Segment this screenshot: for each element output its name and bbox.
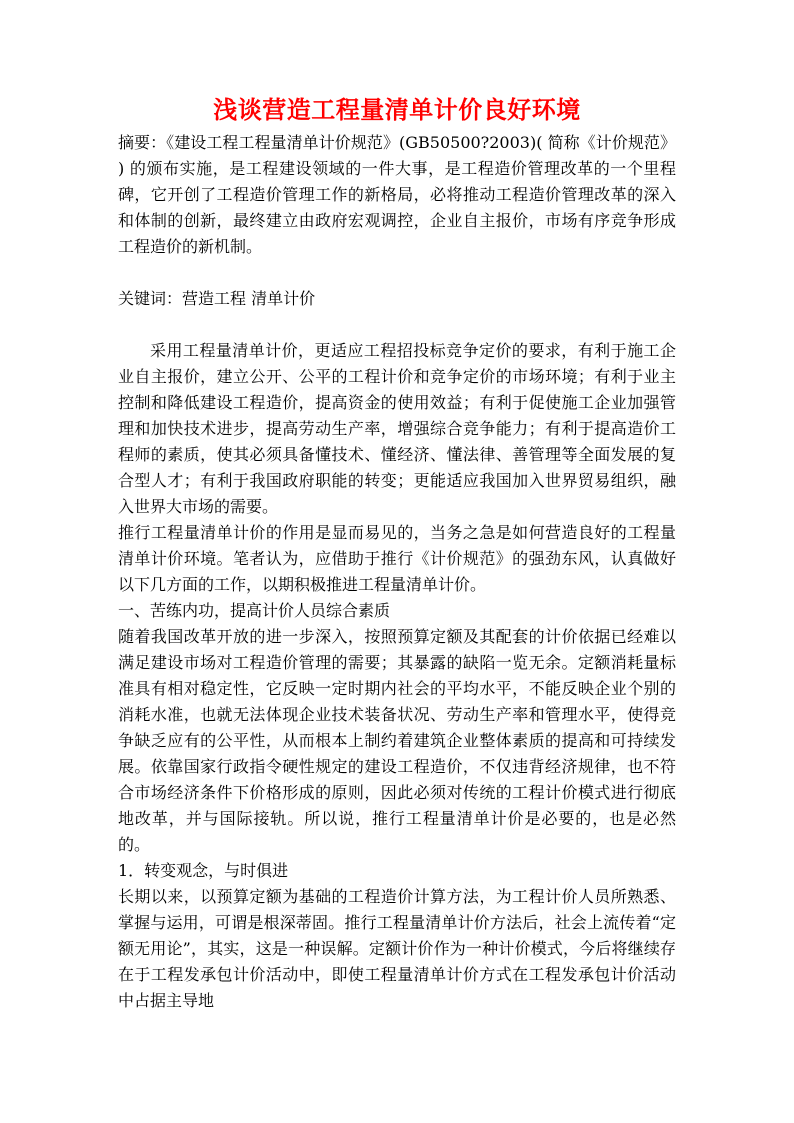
document-title: 浅谈营造工程量清单计价良好环境 — [213, 96, 581, 124]
spacer — [118, 260, 676, 286]
body-paragraph: 采用工程量清单计价，更适应工程招投标竞争定价的要求，有利于施工企业自主报价，建立公开、公平的工程计价和竞争定价的市场环境；有利于业主控制和降低建设工程造价，提高资金的使用效益；有利于促使施工企业加强管理和加快技术进步，提高劳动生产率，增强综合竞争能力；有利于提高造价工程师的素质，使其必须具备懂技术、懂经济、懂法律、善管理等全面发展的复合型人才；有利于我国政府职能的转变；更能适应我国加入世界贸易组织，融入世界大市场的需要。 — [118, 341, 676, 516]
body-paragraph: 随着我国改革开放的进一步深入，按照预算定额及其配套的计价依据已经难以满足建设市场对工程造价管理的需要；其暴露的缺陷一览无余。定额消耗量标准具有相对稳定性，它反映一定时期内社会的平均水平，不能反映企业个别的消耗水准，也就无法体现企业技术装备状况、劳动生产率和管理水平，使得竞争缺乏应有的公平性，从而根本上制约着建筑企业整体素质的提高和可持续发展。依靠国家行政指令硬性规定的建设工程造价，不仅违背经济规律，也不符合市场经济条件下价格形成的原则，因此必须对传统的工程计价模式进行彻底地改革，并与国际接轨。所以说，推行工程量清单计价是必要的，也是必然的。 — [118, 627, 676, 854]
abstract-paragraph: 摘要：《建设工程工程量清单计价规范》(GB50500?2003)( 简称《计价规范》 ) 的颁布实施，是工程建设领域的一件大事，是工程造价管理改革的一个里程碑，它开创了工程造价管理工作的新格局，必将推动工程造价管理改革的深入和体制的创新，最终建立由政府宏观调控，企业自主报价，市场有序竞争形成工程造价的新机制。 — [118, 133, 676, 256]
subsection-heading: 1．转变观念，与时俱进 — [118, 861, 289, 880]
section-heading: 一、苦练内功，提高计价人员综合素质 — [118, 601, 391, 620]
document-page — [118, 94, 676, 1014]
spacer — [118, 312, 676, 338]
body-paragraph: 长期以来，以预算定额为基础的工程造价计算方法，为工程计价人员所熟悉、掌握与运用，可谓是根深蒂固。推行工程量清单计价方法后，社会上流传着“定额无用论”，其实，这是一种误解。定额计价作为一种计价模式，今后将继续存在于工程发承包计价活动中，即使工程量清单计价方式在工程发承包计价活动中占据主导地 — [118, 887, 676, 1010]
keywords-line: 关键词：营造工程 清单计价 — [118, 289, 316, 308]
body-paragraph: 推行工程量清单计价的作用是显而易见的，当务之急是如何营造良好的工程量清单计价环境。笔者认为，应借助于推行《计价规范》的强劲东风，认真做好以下几方面的工作，以期积极推进工程量清单计价。 — [118, 523, 676, 594]
